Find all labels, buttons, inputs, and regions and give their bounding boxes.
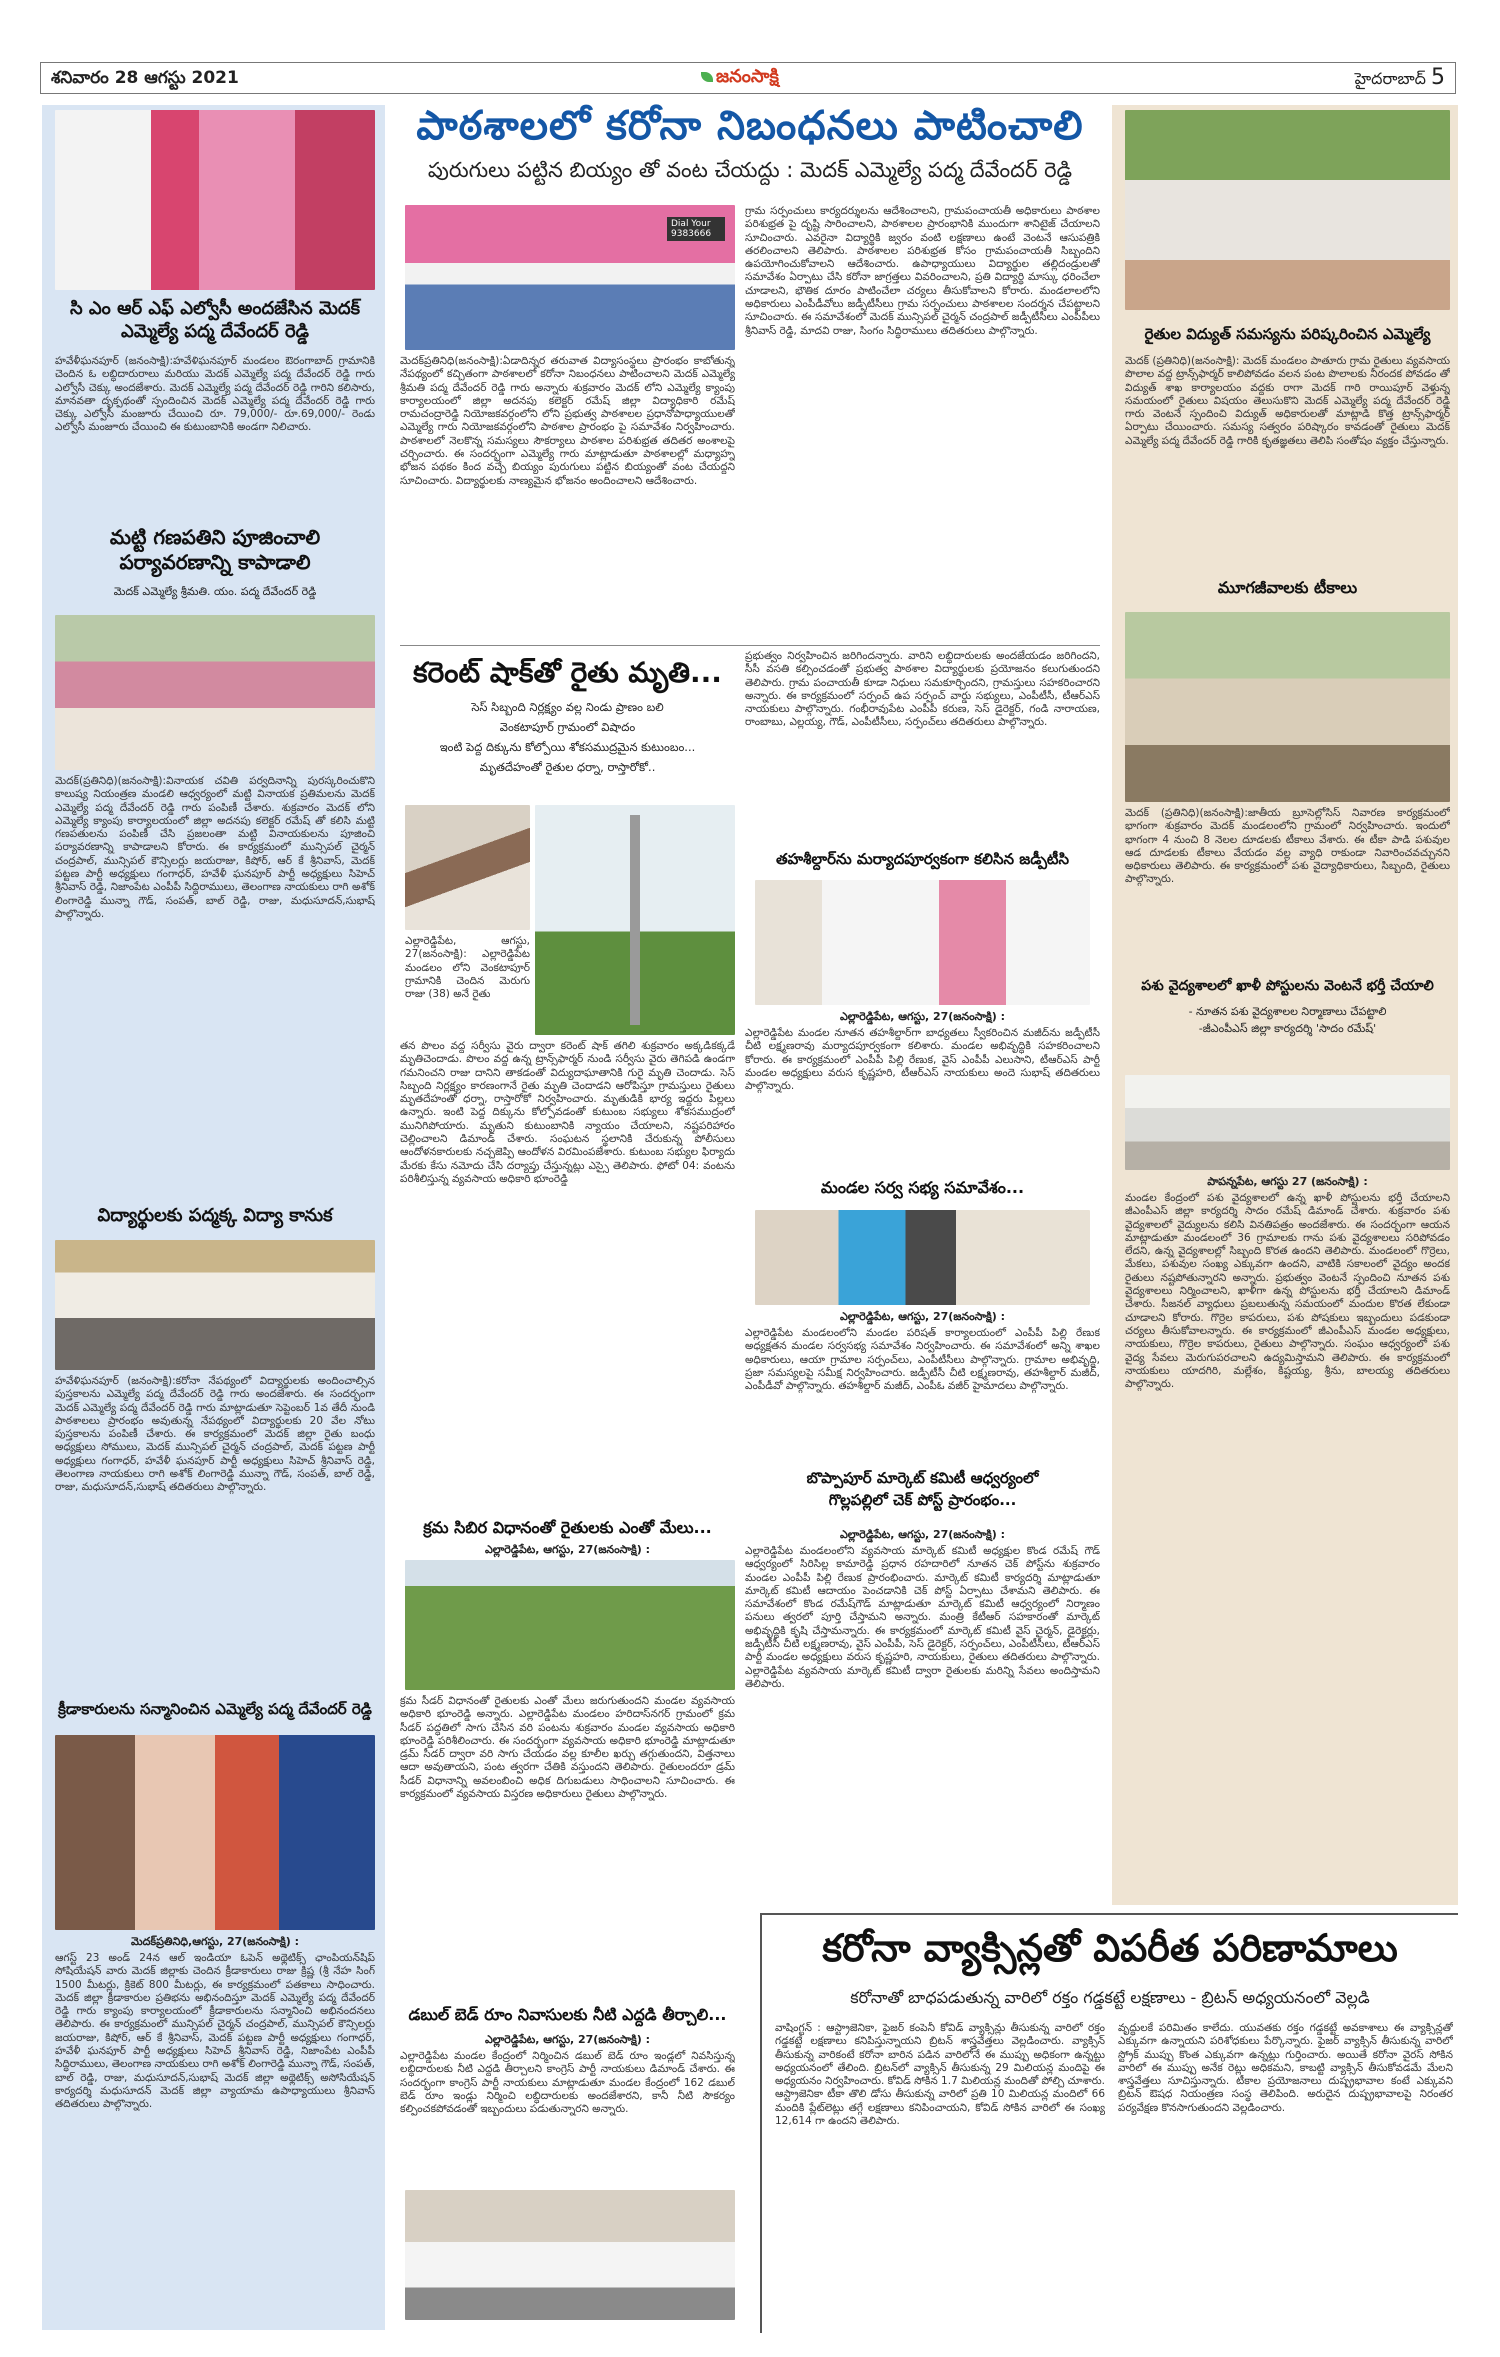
headline-drum-seeder: క్రమ సిబిర విధానంతో రైతులకు ఎంతో మేలు... <box>423 1518 712 1537</box>
vet-subheads <box>1120 1003 1455 1037</box>
photo-tahsildar <box>755 880 1090 1005</box>
headline-check-post: బొప్పాపూర్ మార్కెట్ కమిటీ ఆధ్వర్యంలో గొల్లపల్లిలో చెక్ పోస్ట్ ప్రారంభం... <box>806 1469 1039 1509</box>
photo-double-bedroom <box>405 2190 735 2320</box>
newspaper-logo <box>701 66 779 91</box>
shock-sub: సెస్ సిబ్బంది నిర్లక్ష్యం వల్ల నిండు ప్రాణం బలి <box>471 700 664 714</box>
headline-vet-posts: పశు వైద్యశాలలో ఖాళీ పోస్టులను వెంటనే భర్తీ చేయాలి <box>1141 978 1434 994</box>
photo-cmrf <box>55 110 375 290</box>
photo-cattle-vaccination <box>1125 612 1450 802</box>
article-vaccine-part1: వాషింగ్టన్ : ఆస్ట్రాజెనికా, ఫైజర్ కంపెనీ కోవిడ్ వ్యాక్సిన్లు తీసుకున్న వారిలో రక్తం గడ్డకట్టే లక్షణాలు కనిపిస్తున్నాయని బ్రిటన్ శాస్త్రవేత్తలు వెల్లడించారు. వ్యాక్సిన్ తీసుకున్న వారికంటే కరోనా బారిన పడిన వారిలోనే ఈ ముప్పు అధికంగా ఉన్నట్టు అధ్యయనంలో తేలింది. బ్రిటన్‌లో వ్యాక్సిన్ తీసుకున్న 29 మిలియన్ల మందిపై ఈ అధ్యయనం నిర్వహించారు. కోవిడ్ సోకిన 1.7 మిలియన్ల మందితో పోల్చి చూశారు. ఆస్ట్రాజెనికా టీకా తొలి డోసు తీసుకున్న వారిలో ప్రతి 10 మిలియన్ల మందిలో 66 మందికి ప్లేట్‌లెట్లు తగ్గే లక్షణాలు కనిపించాయని, కోవిడ్ సోకిన వారిలో ఈ సంఖ్య 12,614 గా ఉందని తెలిపారు. <box>775 2022 1105 2128</box>
article-vaccination-animals: మెదక్ (ప్రతినిధి)(జనంసాక్షి):జాతీయ బ్రూసెల్లోసిస్ నివారణ కార్యక్రమంలో భాగంగా శుక్రవారం మెదక్ మండలంలోని గ్రామంలో నిర్వహించారు. ఇందులో భాగంగా 4 నుంచి 8 నెలల దూడలకు టీకాలు వేశారు. ఈ టీకా పాడి పశువుల ఆడ దూడలకు టీకాలు వేయడం వల్ల వ్యాధి రాకుండా నివారించవచ్చునని అధికారులు తెలిపారు. ఈ కార్యక్రమంలో పశు వైద్యాధికారులు, సిబ్బంది, రైతులు పాల్గొన్నారు. <box>1125 807 1450 886</box>
photo-sign-text: Dial Your 9383666 <box>667 217 725 241</box>
headline-electricity-issue: రైతుల విద్యుత్ సమస్యను పరిష్కరించిన ఎమ్మెల్యే <box>1144 325 1431 343</box>
photo-electricity-issue <box>1125 110 1450 310</box>
main-article-part2: గ్రామ సర్పంచులు కార్యదర్శులను ఆదేశించాలని, గ్రామపంచాయతీ అధికారులు పాఠశాల పరిశుభ్రత పై దృష్టి సారించాలని, పాఠశాలల ప్రారంభానికి ముందుగా శానిటైజ్ చేయాలని సూచించారు. ఎవరైనా విద్యార్థికి జ్వరం వంటి లక్షణాలు ఉంటే వెంటనే ఆసుపత్రికి తరలించాలని తెలిపారు. పాఠశాలల పరిశుభ్రత కోసం గ్రామపంచాయతీ సిబ్బందిని ఉపయోగించుకోవాలని ఆదేశించారు. ఉపాధ్యాయులు విద్యార్థుల తల్లిదండ్రులతో సమావేశం ఏర్పాటు చేసి కరోనా జాగ్రత్తలు వివరించాలని, ప్రతి విద్యార్థి మాస్కు ధరించేలా చూడాలని, భౌతిక దూరం పాటించేలా చర్యలు తీసుకోవాలని కోరారు. మండలాలలోని అధికారులు ఎంపీడీవోలు జడ్పీటీసీలు గ్రామ సర్పంచులు పాఠశాలల సందర్శన చేపట్టాలని సూచించారు. ఈ సమావేశంలో మెదక్ మున్సిపల్ చైర్మన్ చంద్రపాల్ జడ్పీటీసీలు ఎంపీపీలు శ్రీనివాస్ రెడ్డి, మాదవి రాజు, సింగం సిద్ధిరాములు తదితరులు పాల్గొన్నారు. <box>745 205 1100 337</box>
dateline-check-post: ఎల్లారెడ్డిపేట, ఆగస్టు, 27(జనంసాక్షి) : <box>839 1528 1006 1541</box>
dateline-sportspersons: మెదక్‌ప్రతినిధి,ఆగస్టు, 27(జనంసాక్షి) : <box>131 1935 299 1948</box>
city-name: హైదరాబాద్ <box>1354 69 1426 88</box>
article-double-bedroom: ఎల్లారెడ్డిపేట మండల కేంద్రంలో నిర్మించిన డబుల్ బెడ్ రూం ఇండ్లలో నివసిస్తున్న లబ్ధిదారులకు నీటి ఎద్దడి తీర్చాలని కాంగ్రెస్ పార్టీ నాయకులు డిమాండ్ చేశారు. ఈ సందర్భంగా కాంగ్రెస్ పార్టీ నాయకులు మాట్లాడుతూ మండల కేంద్రంలో 162 డబుల్ బెడ్ రూం ఇండ్లు నిర్మించి లబ్ధిదారులకు అందజేశారని, కానీ నీటి సౌకర్యం కల్పించకపోవడంతో ఇబ్బందులు పడుతున్నారని అన్నారు. <box>400 2050 735 2116</box>
vet-sub: - నూతన పశు వైద్యశాలల నిర్మాణాలు చేపట్టాలి <box>1188 1005 1387 1018</box>
article-cmrf: హవేళీఘనపూర్ (జనంసాక్షి):హవేళిఘనపూర్ మండలం ఔరంగాబాద్ గ్రామానికి చెందిన ఓ లబ్ధిదారురాలు మరియు మెదక్ ఎమ్మెల్యే పద్మ దేవేందర్ రెడ్డి గారు ఎల్వోసీ చెక్కు అందజేశారు. మెదక్ ఎమ్మెల్యే పద్మ దేవేందర్ రెడ్డి గారిని కలిసారు, మానవతా దృక్పథంతో స్పందించిన మెదక్ ఎమ్మెల్యే పద్మ దేవేందర్ రెడ్డి గారు చెక్కు ఎల్వోసీ మంజూరు చేయించి రూ. 79,000/- రూ.69,000/- రెండు ఎల్వోసీ మంజూరు చేయించి ఈ కుటుంబానికి అండగా నిలిచారు. <box>55 355 375 434</box>
main-headline: పాఠశాలలో కరోనా నిబంధనలు పాటించాలి <box>416 103 1084 149</box>
page-number: 5 <box>1431 65 1445 90</box>
issue-date: శనివారం 28 ఆగస్టు 2021 <box>51 68 239 88</box>
article-mandal-meeting: ఎల్లారెడ్డిపేట మండలంలోని మండల పరిషత్ కార్యాలయంలో ఎంపీపీ పిల్లి రేణుక అధ్యక్షతన మండల సర్వసభ్య సమావేశం నిర్వహించారు. ఈ సమావేశంలో అన్ని శాఖల అధికారులు, ఆయా గ్రామాల సర్పంచ్‌లు, ఎంపీటీసీలు పాల్గొన్నారు. గ్రామాల అభివృద్ధి, ప్రజా సమస్యలపై సమీక్ష నిర్వహించారు. జడ్పీటీసీ చీటి లక్ష్మణరావు, తహశీల్దార్ మజీద్, ఎంపీడీవో పాల్గొన్నారు. తహశీల్దార్ మజీద్, ఎంపీఓ వజీర్ హైమాదలు పాల్గొన్నారు. <box>745 1327 1100 1393</box>
headline-ganapathi: మట్టి గణపతిని పూజించాలి పర్యావరణాన్ని కాపాడాలి <box>109 525 321 574</box>
article-ganapathi: మెదక్(ప్రతినిధి)(జనంసాక్షి):వినాయక చవితి పర్వదినాన్ని పురస్కరించుకొని కాలుష్య నియంత్రణ మండలి ఆధ్వర్యంలో మట్టి వినాయక ప్రతిమలను మెదక్ ఎమ్మెల్యే పద్మ దేవేందర్ రెడ్డి గారు పంపిణీ చేశారు. శుక్రవారం మెదక్ లోని ఎమ్మెల్యే క్యాంపు కార్యాలయంలో జిల్లా అదనపు కలెక్టర్ రమేష్ తో కలిసి మట్టి గణపతులను పంపిణీ చేసి ప్రజలంతా మట్టి వినాయకులను పూజించి పర్యావరణాన్ని కాపాడాలని కోరారు. ఈ కార్యక్రమంలో మున్సిపల్ చైర్మన్ చంద్రపాల్, మున్సిపల్ కౌన్సిలర్లు జయరాజు, కిషోర్, ఆర్ కే శ్రీనివాస్, మెదక్ పట్టణ పార్టీ అధ్యక్షులు గంగాధర్, హవేళీ ఘనపూర్ పార్టీ అధ్యక్షులు సిహెచ్ శ్రీనివాస్ రెడ్డి, నిజాంపేట ఎంపీపీ సిద్ధిరాములు, తెలంగాణ నాయకులు రాగి అశోక్ లింగారెడ్డి మున్నా గౌడ్, సంపత్, బాల్ రెడ్డి, రాజు, మధుసూదన్,సుభాష్ పాల్గొన్నారు. <box>55 775 375 920</box>
shock-subheads <box>400 697 735 777</box>
headline-double-bedroom: డబుల్ బెడ్ రూం నివాసులకు నీటి ఎద్దడి తీర్చాలి... <box>408 2005 727 2024</box>
shock-sub: మృతదేహంతో రైతుల ధర్నా, రాస్తారోకో.. <box>479 760 656 774</box>
divider <box>400 645 1100 646</box>
article-drum-seeder: క్రమ సీడర్ విధానంతో రైతులకు ఎంతో మేలు జరుగుతుందని మండల వ్యవసాయ అధికారి భూంరెడ్డి అన్నారు. ఎల్లారెడ్డిపేట మండలం హరిదాస్‌నగర్ గ్రామంలో క్రమ సీడర్ పద్ధతిలో సాగు చేసిన వరి పంటను శుక్రవారం మండల వ్యవసాయ అధికారి భూంరెడ్డి పరిశీలించారు. ఈ సందర్భంగా వ్యవసాయ అధికారి భూంరెడ్డి మాట్లాడుతూ డ్రమ్ సీడర్ ద్వారా వరి సాగు చేయడం వల్ల కూలీల ఖర్చు తగ్గుతుందని, విత్తనాలు ఆదా అవుతాయని, పంట త్వరగా చేతికి వస్తుందని తెలిపారు. రైతులందరూ డ్రమ్ సీడర్ విధానాన్ని అవలంబించి అధిక దిగుబడులు సాధించాలని సూచించారు. ఈ కార్యక్రమంలో వ్యవసాయ విస్తరణ అధికారులు రైతులు పాల్గొన్నారు. <box>400 1695 735 1801</box>
photo-sportspersons <box>55 1735 375 1930</box>
article-cc-road: ప్రభుత్వం నిర్వహించిన జరిగిందన్నారు. వారిని లబ్ధిదారులకు అందజేయడం జరిగిందని, సీసీ వసతి కల్పించడంతో ప్రభుత్వ పాఠశాల విద్యార్థులకు ప్రయోజనం కలుగుతుందని తెలిపారు. గ్రామ పంచాయతీ కూడా నిధులు సమకూర్చిందని, గ్రామస్తులు సహకరించారని అన్నారు. ఈ కార్యక్రమంలో సర్పంచ్ ఉప సర్పంచ్ వార్డు సభ్యులు, ఎంపీటీసీ, టీఆర్ఎస్ నాయకులు పాల్గొన్నారు. గంభీరావుపేట ఎంపీపీ కరుణ, సెస్ డైరెక్టర్, గండి నారాయణ, రాంబాబు, ఎల్లయ్య, గౌడ్, ఎంపీటీసీలు, సర్పంచ్‌లు తదితరులు పాల్గొన్నారు. <box>745 650 1100 729</box>
shock-sub: ఇంటి పెద్ద దిక్కును కోల్పోయి శోకసముద్రమైన కుటుంబం... <box>439 740 696 754</box>
article-tahsildar: ఎల్లారెడ్డిపేట మండల నూతన తహశీల్దార్‌గా బాధ్యతలు స్వీకరించిన మజీద్‌ను జడ్పీటీసీ చీటి లక్ష్మణరావు మర్యాదపూర్వకంగా కలిశారు. మండల అభివృద్ధికి సహకరించాలని కోరారు. ఈ కార్యక్రమంలో ఎంపీపీ పిల్లి రేణుక, వైస్ ఎంపీపీ ఎలుసాని, టీఆర్ఎస్ పార్టీ మండల అధ్యక్షులు వరుస కృష్ణహరి, టీఆర్ఎస్ నాయకులు అందె సుభాష్ తదితరులు పాల్గొన్నారు. <box>745 1027 1100 1093</box>
main-subheadline: పురుగులు పట్టిన బియ్యం తో వంట చేయద్దు : మెదక్ ఎమ్మెల్యే పద్మ దేవేందర్ రెడ్డి <box>427 158 1073 182</box>
article-vet-posts: మండల కేంద్రంలో పశు వైద్యశాలలో ఉన్న ఖాళీ పోస్టులను భర్తీ చేయాలని జీఎంపీఎస్ జిల్లా కార్యదర్శి సాదం రమేష్ డిమాండ్ చేశారు. శుక్రవారం పశు వైద్యశాలలో వైద్యులను కలిసి వినతిపత్రం అందజేశారు. ఈ సందర్భంగా ఆయన మాట్లాడుతూ మండలంలో 36 గ్రామాలకు గాను పశు వైద్యశాలలు సరిపోవడం లేదని, ఉన్న వైద్యశాలల్లో సిబ్బంది కొరత ఉందని తెలిపారు. మండలంలో గొర్రెలు, మేకలు, పశువుల సంఖ్య ఎక్కువగా ఉందని, వాటికి సకాలంలో వైద్యం అందక రైతులు నష్టపోతున్నారని అన్నారు. ప్రభుత్వం వెంటనే స్పందించి నూతన పశు వైద్యశాలలు నిర్మించాలని, ఖాళీగా ఉన్న పోస్టులను భర్తీ చేయాలని డిమాండ్ చేశారు. సీజనల్ వ్యాధులు ప్రబలుతున్న సమయంలో మందుల కొరత లేకుండా చూడాలని కోరారు. గొర్రెల కాపరులు, పశు పోషకులు ఇబ్బందులు పడకుండా చర్యలు తీసుకోవాలన్నారు. ఈ కార్యక్రమంలో జీఎంపీఎస్ మండల అధ్యక్షులు, నాయకులు, గొర్రెల కాపరులు, రైతులు పాల్గొన్నారు. సంఘం ఆధ్వర్యంలో పశు వైద్య సేవలు మెరుగుపరచాలని ఉద్యమిస్తామని తెలిపారు. ఈ కార్యక్రమంలో నాయకులు యాదగిరి, మల్లేశం, కిష్టయ్య, శ్రీను, బాలయ్య తదితరులు పాల్గొన్నారు. <box>1125 1192 1450 1391</box>
pole-shape <box>630 815 640 1025</box>
photo-ganapathi <box>55 615 375 770</box>
headline-vaccine: కరోనా వ్యాక్సిన్లతో విపరీత పరిణామాలు <box>822 1926 1398 1970</box>
article-electricity-issue: మెదక్ (ప్రతినిధి)(జనంసాక్షి): మెదక్ మండలం పాతూరు గ్రామ రైతులు వ్యవసాయ పొలాల వద్ద ట్రాన్స్‌ఫార్మర్ కాలిపోవడం వలన పంట పొలాలకు నీరందక పోవడం తో విద్యుత్ శాఖ కార్యాలయం వద్దకు రాగా మెదక్ గారి రాయిపూర్ వెళ్తున్న సమయంలో రైతులు విషయం తెలుసుకొని మెదక్ ఎమ్మెల్యే పద్మ దేవేందర్ రెడ్డి గారు వెంటనే స్పందించి విద్యుత్ అధికారులతో మాట్లాడి కొత్త ట్రాన్స్‌ఫార్మర్ ఏర్పాటు చేయించారు. సమస్య సత్వరం పరిష్కారం కావడంతో రైతులు మెదక్ ఎమ్మెల్యే పద్మ దేవేందర్ రెడ్డి గారికి కృతజ్ఞతలు తెలిపి సంతోషం వ్యక్తం చేస్తున్నారు. <box>1125 355 1450 447</box>
photo-vet-meeting <box>1125 1075 1450 1170</box>
headline-mandal-meeting: మండల సర్వ సభ్య సమావేశం... <box>820 1178 1025 1197</box>
page-header <box>40 62 1456 94</box>
subhead-vaccine: కరోనాతో బాధపడుతున్న వారిలో రక్తం గడ్డకట్టే లక్షణాలు - బ్రిటన్ అధ్యయనంలో వెల్లడి <box>850 1988 1370 2007</box>
photo-mandal-meeting <box>755 1210 1090 1305</box>
photo-electric-pole <box>535 805 735 1035</box>
article-current-shock: తన పొలం వద్ద సర్వీసు వైరు ద్వారా కరెంట్ షాక్ తగిలి శుక్రవారం అక్కడికక్కడే మృతిచెందాడు. పొలం వద్ద ఉన్న ట్రాన్స్‌ఫార్మర్ నుండి సర్వీసు వైరు తెగిపడి ఉండగా గమనించని రాజు దానిని తాకడంతో విద్యుదాఘాతానికి గురై మృతి చెందాడు. సెస్ సిబ్బంది నిర్లక్ష్యం కారణంగానే రైతు మృతి చెందాడని ఆరోపిస్తూ గ్రామస్తులు రైతులు మృతదేహంతో ధర్నా, రాస్తారోకో నిర్వహించారు. మృతుడికి భార్య ఇద్దరు పిల్లలు ఉన్నారు. ఇంటి పెద్ద దిక్కును కోల్పోవడంతో కుటుంబ సభ్యులు శోకసముద్రంలో మునిగిపోయారు. మృతుని కుటుంబానికి న్యాయం చేయాలని, నష్టపరిహారం చెల్లించాలని డిమాండ్ చేశారు. సంఘటన స్థలానికి చేరుకున్న పోలీసులు ఆందోళనకారులకు నచ్చజెప్పి ఆందోళన విరమింపజేశారు. కుటుంబ సభ్యుల ఫిర్యాదు మేరకు కేసు నమోదు చేసి దర్యాప్తు చేస్తున్నట్లు ఎస్సై తెలిపారు. ఫోటో 04: వంటను పరిశీలిస్తున్న వ్యవసాయ అధికారి భూంరెడ్డి <box>400 1040 735 1185</box>
article-vidya-kanuka: హవేళిఘనపూర్ (జనంసాక్షి):కరోనా నేపథ్యంలో విద్యార్థులకు అందించాల్సిన పుస్తకాలను ఎమ్మెల్యే పద్మ దేవేందర్ రెడ్డి గారు అందజేశారు. ఈ సందర్భంగా మెదక్ ఎమ్మెల్యే పద్మ దేవేందర్ రెడ్డి గారు మాట్లాడుతూ సెప్టెంబర్ 1వ తేదీ నుండి పాఠశాలలు ప్రారంభం అవుతున్న నేపథ్యంలో విద్యార్థులకు 20 వేల నోటు పుస్తకాలను పంపిణీ చేశారు. ఈ కార్యక్రమంలో మెదక్ జిల్లా రైతు బంధు అధ్యక్షులు సోములు, మెదక్ మున్సిపల్ చైర్మన్ చంద్రపాల్, మెదక్ పట్టణ పార్టీ అధ్యక్షులు గంగాధర్, హవేళీ ఘనపూర్ పార్టీ అధ్యక్షులు సిహెచ్ శ్రీనివాస్ రెడ్డి, తెలంగాణ నాయకులు రాగి అశోక్ లింగారెడ్డి మున్నా గౌడ్, సంపత్, బాల్ రెడ్డి, రాజు, మధుసూదన్,సుభాష్ తదితరులు పాల్గొన్నారు. <box>55 1375 375 1494</box>
headline-cmrf: సి ఎం ఆర్ ఎఫ్ ఎల్వోసీ అందజేసిన మెదక్ ఎమ్మెల్యే పద్మ దేవేందర్ రెడ్డి <box>69 298 361 342</box>
photo-deceased-farmer <box>405 805 530 930</box>
headline-vaccination-animals: మూగజీవాలకు టీకాలు <box>1217 578 1358 597</box>
article-vaccine-part2: వృద్ధులకే పరిమితం కాలేదు. యువతకు రక్తం గడ్డకట్టే అవకాశాలు ఈ వ్యాక్సిన్లతో ఎక్కువగా ఉన్నాయని పరిశోధకులు పేర్కొన్నారు. ఫైజర్ వ్యాక్సిన్ తీసుకున్న వారిలో స్ట్రోక్ ముప్పు కొంత ఎక్కువగా ఉన్నట్లు గుర్తించారు. అయితే కరోనా వైరస్ సోకిన వారిలో ఈ ముప్పు అనేక రెట్లు అధికమని, కాబట్టి వ్యాక్సిన్ తీసుకోవడమే మేలని శాస్త్రవేత్తలు సూచిస్తున్నారు. టీకాల ప్రయోజనాలు దుష్ప్రభావాల కంటే ఎక్కువని బ్రిటన్ ఔషధ నియంత్రణ సంస్థ తెలిపింది. అరుదైన దుష్ప్రభావాలపై నిరంతర పర్యవేక్షణ కొనసాగుతుందని వెల్లడించారు. <box>1118 2022 1453 2114</box>
dateline-vet-posts: పాపన్నపేట, ఆగస్టు 27 (జనంసాక్షి) : <box>1207 1175 1368 1188</box>
article-check-post: ఎల్లారెడ్డిపేట మండలంలోని వ్యవసాయ మార్కెట్ కమిటీ అధ్యక్షుల కొండ రమేష్ గౌడ్ ఆధ్వర్యంలో సిరిసిల్ల కామారెడ్డి ప్రధాన రహదారిలో నూతన చెక్ పోస్ట్‌ను శుక్రవారం మండల ఎంపీపీ పిల్లి రేణుక ప్రారంభించారు. మార్కెట్ కమిటీ కార్యదర్శి మాట్లాడుతూ మార్కెట్ కమిటీ ఆదాయం పెంచడానికి చెక్ పోస్ట్ ఏర్పాటు చేశామని తెలిపారు. ఈ సమావేశంలో కొండ రమేష్‌గౌడ్ మాట్లాడుతూ మార్కెట్ కమిటీ ఆధ్వర్యంలో నిర్మాణం పనులు త్వరలో పూర్తి చేస్తామని అన్నారు. మంత్రి కేటీఆర్ సహకారంతో మార్కెట్ అభివృద్ధికి కృషి చేస్తామన్నారు. ఈ కార్యక్రమంలో మార్కెట్ కమిటీ వైస్ చైర్మన్, డైరెక్టర్లు, జడ్పీటీసీ చీటి లక్ష్మణరావు, వైస్ ఎంపీపీ, సెస్ డైరెక్టర్, సర్పంచ్‌లు, ఎంపీటీసీలు, టీఆర్ఎస్ పార్టీ మండల అధ్యక్షులు వరుస కృష్ణహరి, నాయకులు, రైతులు తదితరులు పాల్గొన్నారు. ఎల్లారెడ్డిపేట వ్యవసాయ మార్కెట్ కమిటీ ద్వారా రైతులకు మరిన్ని సేవలు అందిస్తామని తెలిపారు. <box>745 1545 1100 1690</box>
dateline-mandal-meeting: ఎల్లారెడ్డిపేట, ఆగస్టు, 27(జనంసాక్షి) : <box>839 1310 1006 1323</box>
headline-sportspersons: క్రీడాకారులను సన్మానించిన ఎమ్మెల్యే పద్మ దేవేందర్ రెడ్డి <box>58 1700 372 1718</box>
byline-ganapathi: మెదక్ ఎమ్మెల్యే శ్రీమతి. యం. పద్మ దేవేందర్ రెడ్డి <box>113 585 317 598</box>
logo-text: జనంసాక్షి <box>716 66 779 87</box>
dateline-double-bedroom: ఎల్లారెడ్డిపేట, ఆగస్టు, 27(జనంసాక్షి) : <box>484 2033 651 2046</box>
dateline-tahsildar: ఎల్లారెడ్డిపేట, ఆగస్టు, 27(జనంసాక్షి) : <box>839 1010 1006 1023</box>
shock-sub: వెంకటాపూర్ గ్రామంలో విషాదం <box>499 720 636 734</box>
headline-vidya-kanuka: విద్యార్థులకు పద్మక్క విద్యా కానుక <box>97 1205 333 1226</box>
dateline-drum-seeder: ఎల్లారెడ్డిపేట, ఆగస్టు, 27(జనంసాక్షి) : <box>484 1543 651 1556</box>
main-article-part1: మెదక్‌ప్రతినిధి(జనంసాక్షి):ఏడాదిన్నర తరువాత విద్యాసంస్థలు ప్రారంభం కాబోతున్న నేపథ్యంలో కచ్చితంగా పాఠశాలలో కరోనా నిబంధనలు పాటించాలని మెదక్ ఎమ్మెల్యే శ్రీమతి పద్మ దేవేందర్ రెడ్డి గారు అన్నారు శుక్రవారం మెదక్ లోని ఎమ్మెల్యే క్యాంపు కార్యాలయంలో జిల్లా అదనపు కలెక్టర్ రమేష్ జిల్లా విద్యాధికారి రమేష్ రామచంద్రారెడ్డి నియోజకవర్గంలోని లోని ప్రభుత్వ పాఠశాలల ప్రధానోపాధ్యాయులతో ఎమ్మెల్యే గారు నియోజకవర్గంలోని పాఠశాల ప్రారంభం పై సమావేశం నిర్వహించారు. పాఠశాలలో నెలకొన్న సమస్యలు సౌకర్యాలు పాఠశాల పరిశుభ్రత తదితర అంశాలపై చర్చించారు. ఈ సందర్భంగా ఎమ్మెల్యే గారు మాట్లాడుతూ పాఠశాలల్లో మధ్యాహ్న భోజన పథకం కింద వచ్చే బియ్యం పురుగులు పట్టిన బియ్యంతో వంట చేయద్దని సూచించారు. విద్యార్థులకు నాణ్యమైన భోజనం అందించాలని ఆదేశించారు. <box>400 355 735 487</box>
photo-school-meeting <box>405 205 735 350</box>
headline-current-shock: కరెంట్ షాక్‌తో రైతు మృతి... <box>413 656 722 689</box>
leaf-icon <box>701 72 713 82</box>
edition-city <box>1355 65 1445 92</box>
article-sportspersons: ఆగస్ట్ 23 అండ్ 24న ఆల్ ఇండియా ఓపెన్ అథ్లెటిక్స్ ఛాంపియన్‌షిప్ సోషియేషన్ వారు మెదక్ జిల్లాకు చెందిన క్రీడాకారులు రాజు క్రిష్ణ (శ్రీ నేహ సింగ్ 1500 మీటర్లు, క్రికెట్ 800 మీటర్లు, ఈ కార్యక్రమంలో పతకాలు సాధించారు. మెదక్ జిల్లా క్రీడాకారుల ప్రతిభను అభినందిస్తూ మెదక్ ఎమ్మెల్యే పద్మ దేవేందర్ రెడ్డి గారు క్యాంపు కార్యాలయంలో క్రీడాకారులను సన్మానించి అభినందనలు తెలిపారు. ఈ కార్యక్రమంలో మున్సిపల్ చైర్మన్ చంద్రపాల్, మున్సిపల్ కౌన్సిలర్లు జయరాజు, కిషోర్, ఆర్ కే శ్రీనివాస్, మెదక్ పట్టణ పార్టీ అధ్యక్షులు గంగాధర్, హవేళీ ఘనపూర్ పార్టీ అధ్యక్షులు సిహెచ్ శ్రీనివాస్ రెడ్డి, నిజాంపేట ఎంపీపీ సిద్ధిరాములు, తెలంగాణ నాయకులు రాగి అశోక్ లింగారెడ్డి మున్నా గౌడ్, సంపత్, బాల్ రెడ్డి, రాజు, మధుసూదన్,సుభాష్ మెదక్ జిల్లా అథ్లెటిక్స్ అసోసియేషన్ కార్యదర్శి మధుసూదన్ మెదక్ జిల్లా వ్యాయామ ఉపాధ్యాయులు శ్రీనివాస్ తదితరులు పాల్గొన్నారు. <box>55 1952 375 2111</box>
shock-small-text: ఎల్లారెడ్డిపేట, ఆగస్టు, 27(జనంసాక్షి): ఎల్లారెడ్డిపేట మండలం లోని వెంకటాపూర్ గ్రామానికి చెందిన మెరుగు రాజు (38) అనే రైతు <box>405 935 530 1001</box>
vet-sub: -జీఎంపీఎస్ జిల్లా కార్యదర్శి 'సాదం రమేష్' <box>1198 1022 1377 1035</box>
photo-vidya-kanuka <box>55 1240 375 1370</box>
headline-tahsildar: తహశీల్దార్‌ను మర్యాదపూర్వకంగా కలిసిన జడ్పీటీసి <box>775 850 1070 868</box>
photo-paddy-field <box>405 1560 735 1690</box>
